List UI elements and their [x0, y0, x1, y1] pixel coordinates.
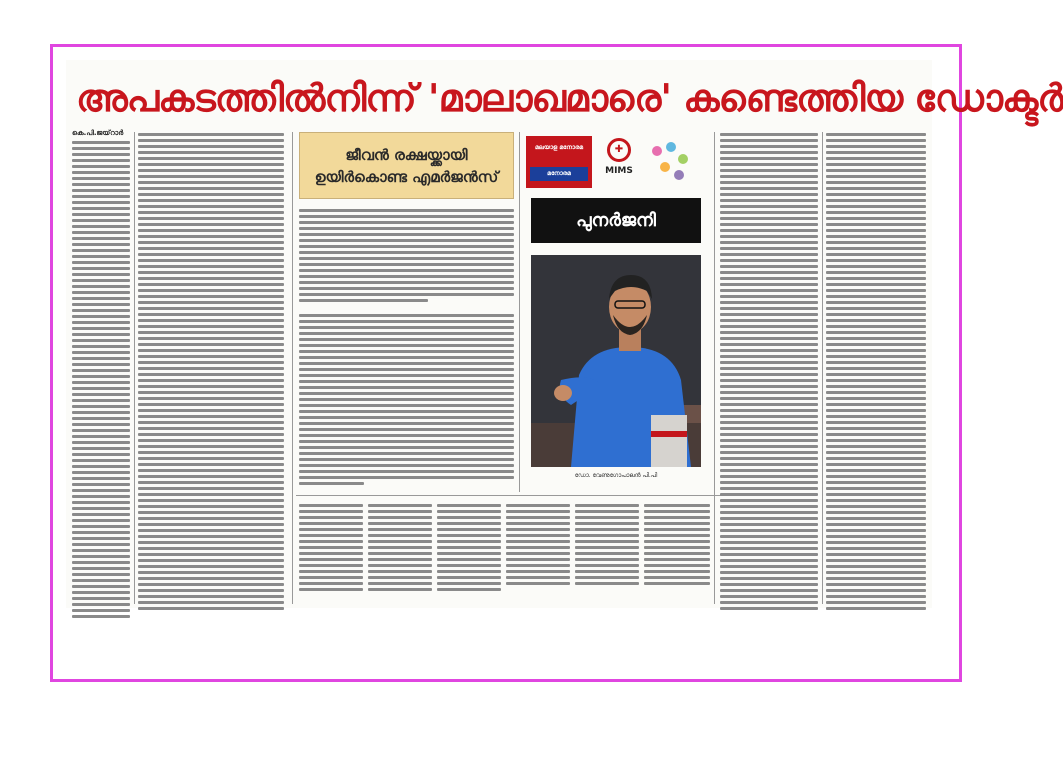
column-rule	[519, 132, 520, 492]
headline: അപകടത്തിൽനിന്ന് 'മാലാഖമാരെ' കണ്ടെത്തിയ ഡോക്ടർ	[76, 76, 1063, 120]
article-column-1	[72, 130, 130, 604]
article-column-right-1	[720, 130, 818, 604]
bottom-column-2-lines	[368, 504, 432, 591]
bottom-column-1-lines	[299, 504, 363, 591]
column-1-text-lines	[72, 141, 130, 618]
bottom-column-1	[299, 501, 363, 601]
manorama-logo	[526, 136, 592, 188]
mims-logo-icon: ✚	[607, 138, 631, 162]
bottom-column-5-lines	[575, 504, 639, 585]
column-rule	[822, 132, 823, 604]
bottom-column-4	[506, 501, 570, 601]
column-2-text-lines	[138, 133, 284, 610]
column-rule	[714, 132, 715, 604]
bottom-column-4-lines	[506, 504, 570, 585]
bottom-column-5	[575, 501, 639, 601]
kicker-line-2: ഉയിർകൊണ്ട എമർജൻസ്	[314, 167, 499, 186]
section-rule	[296, 495, 726, 496]
lead-text-block	[299, 206, 514, 491]
bottom-column-6	[644, 501, 710, 601]
doctor-photo-illustration	[531, 255, 701, 467]
lead-text-lines	[299, 209, 514, 485]
series-title-banner: പുനർജനി	[531, 198, 701, 243]
column-rule	[134, 132, 135, 604]
kicker-line-1: ജീവൻ രക്ഷയ്ക്കായി	[345, 145, 468, 164]
kicker-box	[299, 132, 514, 199]
newspaper-clipping	[66, 60, 1063, 608]
manorama-badge	[530, 167, 588, 181]
byline: കെ.പി.ജയ്‌റാർ	[72, 129, 124, 137]
bottom-column-2	[368, 501, 432, 601]
manorama-badge-text: മനോരമ	[547, 169, 571, 177]
manorama-logo-text: മലയാള മനോരമ	[534, 143, 584, 151]
bottom-column-3	[437, 501, 501, 601]
bottom-column-3-lines	[437, 504, 501, 591]
article-column-right-2	[826, 130, 926, 604]
sponsor-logo-block	[526, 132, 722, 194]
column-rule	[292, 132, 293, 604]
right-column-1-lines	[720, 133, 818, 610]
article-column-2	[138, 130, 284, 604]
photo-caption: ഡോ. വേണുഗോപാലൻ പി.പി	[574, 472, 658, 479]
mims-logo-text: MIMS	[605, 166, 633, 176]
ribbon-logo-icon	[646, 140, 696, 186]
doctor-photo	[531, 255, 701, 467]
mims-logo	[598, 138, 640, 186]
bottom-column-6-lines	[644, 504, 710, 585]
right-column-2-lines	[826, 133, 926, 610]
